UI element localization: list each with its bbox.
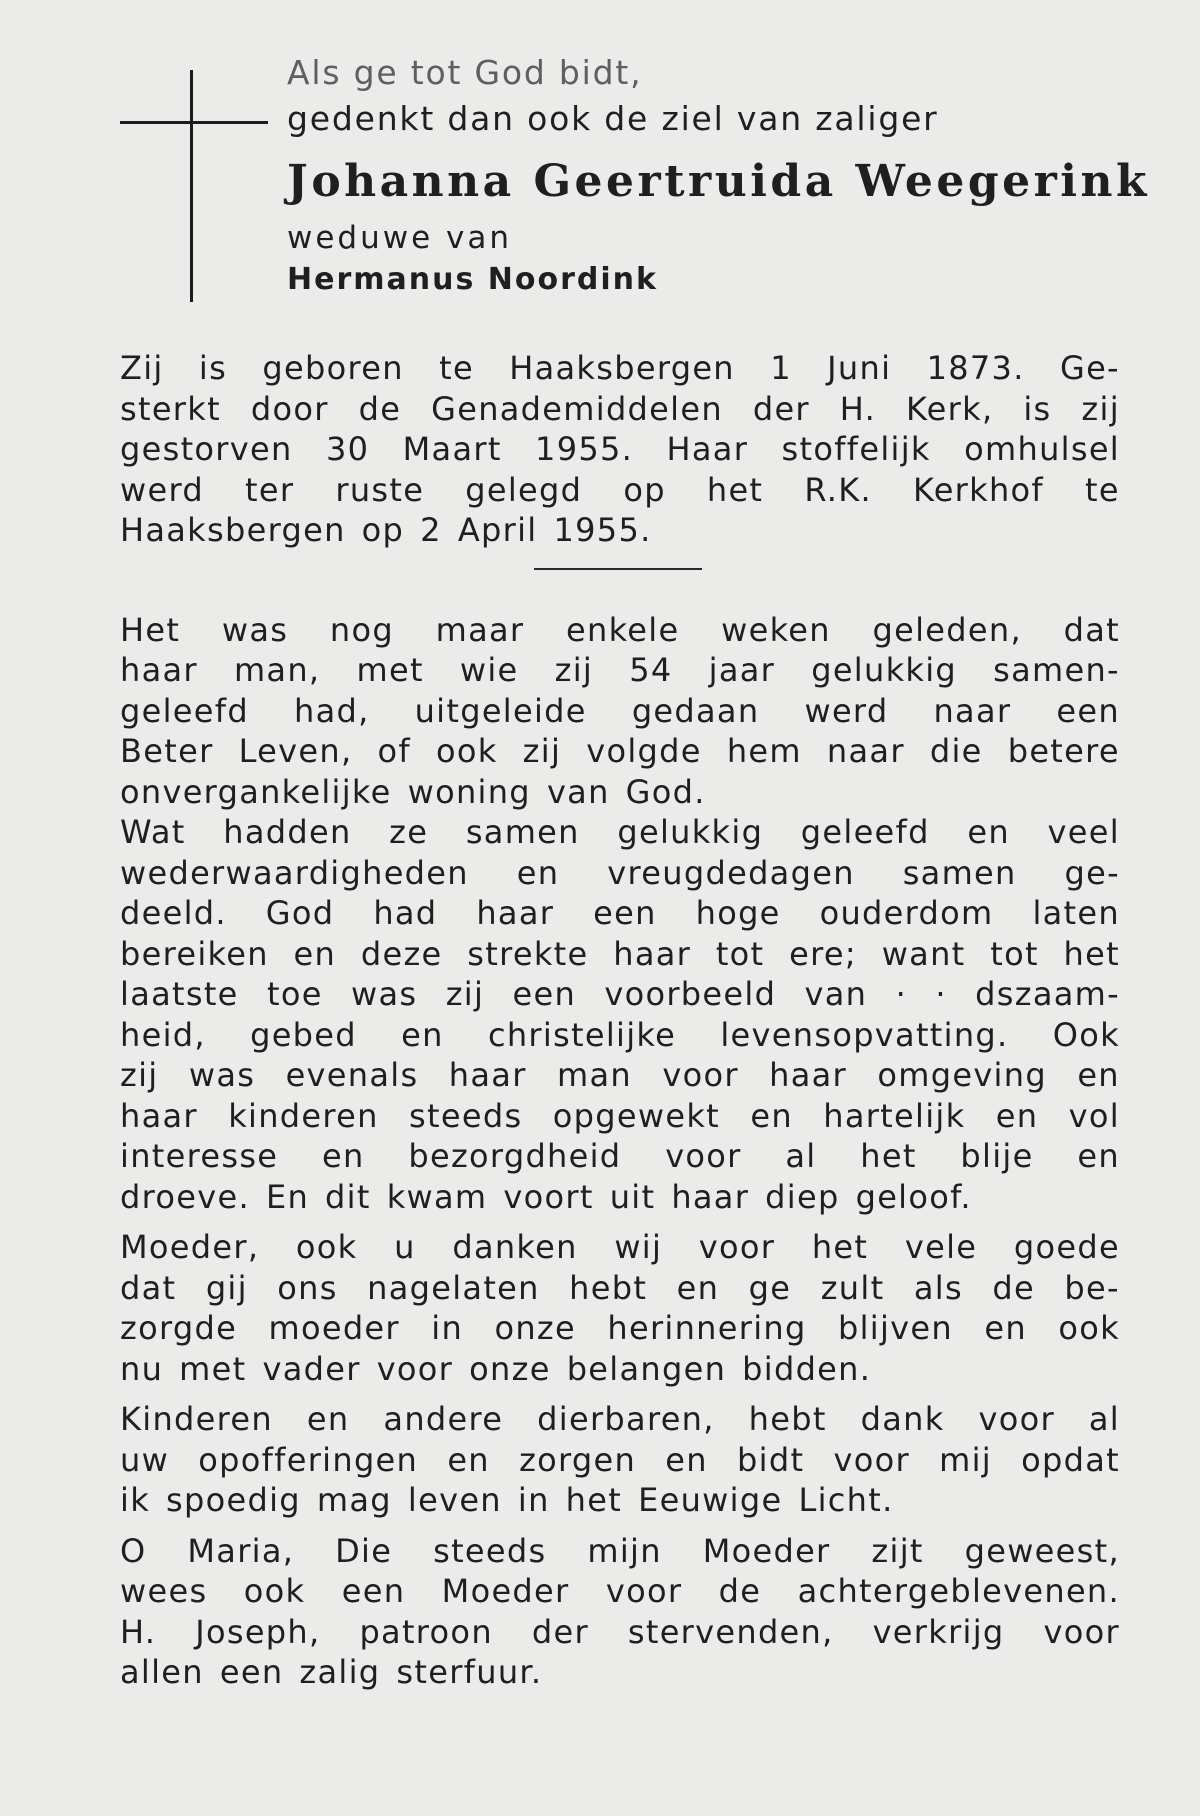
word: verkrijg (872, 1612, 1005, 1651)
word: steeds (433, 1531, 547, 1570)
word: Die (335, 1531, 393, 1570)
word: en (516, 853, 560, 892)
word: toe (266, 975, 323, 1013)
word: 30 (325, 430, 370, 468)
word: een (1056, 691, 1120, 730)
cross-bar (120, 121, 268, 124)
paragraph (120, 1399, 1120, 1521)
word: omhulsel (964, 430, 1120, 468)
word: gebed (250, 1015, 357, 1054)
word: en (1077, 1137, 1120, 1175)
word: 1955. (553, 511, 652, 549)
word: wie (459, 651, 519, 689)
word: de (358, 389, 402, 428)
word: ook (436, 732, 498, 770)
word: dat (1063, 610, 1120, 649)
word: volgde (586, 732, 702, 770)
paragraph (120, 1531, 1120, 1693)
word: ook (1058, 1309, 1120, 1347)
text-line (120, 1349, 1120, 1390)
word: enkele (566, 610, 680, 649)
word: voor (662, 1056, 739, 1094)
word: hebt (748, 1400, 827, 1438)
card-header (287, 50, 1150, 300)
word: 2 (420, 511, 442, 549)
word: en (967, 813, 1010, 851)
text-line (120, 731, 1120, 772)
word: in (431, 1309, 464, 1347)
word: geleefd (800, 813, 930, 851)
word: nog (329, 610, 394, 649)
word: 1955. (535, 430, 634, 468)
word: geboren (262, 349, 404, 387)
widow-label: weduwe van (287, 220, 513, 256)
word: ere; (789, 934, 857, 973)
word: Moeder, (120, 1228, 260, 1266)
word: samen (465, 813, 580, 851)
word: droeve. (120, 1177, 250, 1216)
word: God (265, 894, 335, 932)
word: levensopvatting. (720, 1015, 1009, 1054)
word: nagelaten (367, 1268, 540, 1307)
word: Het (120, 610, 181, 649)
word: het (811, 1228, 869, 1266)
word: naar (933, 691, 1012, 730)
word: en (984, 1309, 1027, 1347)
word: · (895, 975, 908, 1013)
word: en (676, 1268, 720, 1307)
word: stervenden, (627, 1612, 834, 1651)
word: en (995, 1096, 1039, 1135)
word: voor (605, 1572, 683, 1610)
word: mijn (587, 1531, 662, 1570)
word: te (439, 349, 474, 387)
word: is (1023, 389, 1052, 428)
word: Juni (827, 349, 892, 387)
word: mij (939, 1440, 992, 1479)
word: een (341, 1572, 406, 1610)
word: Leven, (238, 732, 353, 770)
word: ouderdom (819, 894, 994, 932)
husband-name: Hermanus Noordink (287, 262, 658, 297)
word: ge- (1064, 853, 1120, 892)
word: van (546, 772, 610, 811)
word: werd (804, 691, 889, 730)
word: uit (609, 1177, 656, 1216)
word: haar (476, 894, 555, 932)
word: ruste (335, 470, 425, 509)
word: diep (765, 1177, 840, 1216)
text-line (120, 1480, 1120, 1521)
word: of (377, 732, 411, 770)
word: en (750, 1096, 793, 1135)
word: in (517, 1481, 550, 1519)
word: En (265, 1177, 310, 1216)
word: wees (120, 1572, 208, 1610)
word: vreugdedagen (607, 853, 855, 892)
paragraph (120, 610, 1120, 813)
text-line (120, 691, 1120, 732)
word: haar (769, 1056, 848, 1094)
word: was (188, 1056, 256, 1094)
word: andere (383, 1400, 504, 1438)
text-line (120, 893, 1120, 934)
word: geweest, (964, 1531, 1120, 1570)
word: Moeder (441, 1572, 570, 1610)
text-line (120, 1308, 1120, 1349)
word: bezorgdheid (408, 1137, 622, 1175)
word: strekte (467, 934, 589, 973)
word: door (250, 389, 329, 428)
word: Haar (666, 430, 749, 468)
word: Haaksbergen (509, 349, 735, 387)
word: is (198, 349, 228, 387)
word: ons (277, 1268, 338, 1307)
word: H. (120, 1612, 157, 1651)
word: danken (452, 1228, 578, 1266)
text-line (120, 1136, 1120, 1177)
word: Beter (120, 732, 214, 770)
word: leven (407, 1481, 502, 1519)
word: en (401, 1015, 444, 1054)
word: bereiken (120, 934, 269, 973)
word: zorgen (519, 1440, 637, 1479)
word: met (356, 651, 424, 689)
word: voor (978, 1400, 1055, 1438)
word: sterfuur. (396, 1653, 543, 1691)
word: dierbaren, (537, 1400, 715, 1438)
word: evenals (285, 1056, 419, 1094)
word: wederwaardigheden (120, 853, 469, 892)
text-line (120, 1612, 1120, 1653)
text-line (120, 510, 1120, 551)
word: was (351, 975, 418, 1013)
word: haar (613, 934, 692, 973)
word: Maart (402, 430, 502, 468)
word: ik (120, 1481, 151, 1519)
word: voor (1043, 1612, 1120, 1651)
word: hem (726, 732, 802, 770)
text-line (120, 1177, 1120, 1218)
word: voorbeeld (604, 975, 777, 1013)
text-line (120, 1531, 1120, 1572)
word: en (306, 1400, 350, 1438)
text-line (120, 1652, 1120, 1693)
text-line (120, 772, 1120, 813)
text-line (120, 974, 1120, 1015)
word: hadden (223, 813, 352, 851)
word: naar (826, 732, 905, 770)
word: ook (295, 1228, 358, 1266)
word: haar (120, 651, 198, 689)
word: voor (698, 1228, 776, 1266)
word: uw (120, 1440, 170, 1479)
word: zalig (299, 1653, 381, 1691)
word: en (1077, 1056, 1120, 1094)
word: laatste (120, 975, 239, 1013)
paragraph (120, 812, 1120, 1217)
word: voor (665, 1137, 742, 1175)
word: nu (120, 1349, 164, 1388)
word: Maria, (187, 1531, 295, 1570)
word: vader (262, 1349, 361, 1388)
word: blije (960, 1137, 1034, 1175)
word: zijt (871, 1531, 924, 1570)
word: bidden. (742, 1349, 872, 1388)
word: Kerkhof (913, 470, 1044, 509)
word: een (219, 1653, 284, 1691)
word: tot (715, 934, 765, 973)
word: zij (1081, 389, 1120, 428)
word: moeder (268, 1309, 400, 1347)
word: geleden, (872, 610, 1022, 649)
word: al (1088, 1400, 1120, 1438)
word: onze (494, 1309, 576, 1347)
word: man (557, 1056, 632, 1094)
word: woning (407, 772, 531, 811)
cross-icon (190, 70, 193, 302)
word: dank (860, 1400, 945, 1438)
word: ze (389, 813, 429, 851)
word: haar (448, 1056, 527, 1094)
word: weken (721, 610, 831, 649)
word: de (718, 1572, 762, 1610)
word: het (565, 1481, 623, 1519)
word: gij (205, 1268, 248, 1307)
word: het (706, 470, 764, 509)
word: zij (554, 651, 594, 689)
word: voor (376, 1349, 454, 1388)
text-line (120, 812, 1120, 853)
word: was (221, 610, 289, 649)
text-line (120, 610, 1120, 651)
word: zult (820, 1268, 885, 1307)
word: kinderen (228, 1096, 379, 1135)
text-line (120, 1227, 1120, 1268)
word: haar (120, 1096, 198, 1135)
word: achtergeblevenen. (797, 1572, 1120, 1610)
word: R.K. (804, 470, 872, 509)
text-line (120, 1055, 1120, 1096)
word: Wat (120, 813, 186, 851)
word: zij (445, 975, 485, 1013)
word: christelijke (487, 1015, 677, 1054)
word: deze (360, 934, 443, 973)
word: stoffelijk (781, 430, 931, 468)
word: Genademiddelen (431, 389, 723, 428)
word: al (785, 1137, 817, 1175)
word: de (992, 1268, 1035, 1307)
word: tot (990, 934, 1039, 973)
word: dszaam- (975, 975, 1120, 1013)
word: 54 (629, 651, 673, 689)
word: Moeder (702, 1531, 831, 1570)
word: op (361, 511, 405, 549)
text-line (120, 1399, 1120, 1440)
word: hebt (569, 1268, 648, 1307)
word: gelukkig (617, 813, 764, 851)
word: en (665, 1440, 708, 1479)
word: betere (1007, 732, 1120, 770)
word: te (1085, 470, 1120, 509)
word: had, (293, 691, 370, 730)
word: gedaan (631, 691, 760, 730)
word: God. (625, 772, 706, 811)
word: belangen (566, 1349, 727, 1388)
word: O (120, 1531, 147, 1570)
word: vele (904, 1228, 978, 1266)
text-line (120, 1096, 1120, 1137)
word: onvergankelijke (120, 772, 392, 811)
word: 1873. (926, 349, 1025, 387)
word: ge (748, 1268, 792, 1307)
card-body (120, 348, 1120, 1693)
word: Haaksbergen (120, 511, 346, 549)
word: kwam (386, 1177, 488, 1216)
text-line (120, 348, 1120, 389)
word: be- (1064, 1268, 1120, 1307)
word: April (457, 511, 538, 549)
word: die (929, 732, 983, 770)
word: en (293, 934, 337, 973)
word: voort (503, 1177, 594, 1216)
word: op (623, 470, 666, 509)
word: opdat (1021, 1440, 1120, 1479)
text-line (120, 1571, 1120, 1612)
word: sterkt (120, 389, 221, 428)
deceased-name: Johanna Geertruida Weegerink (287, 156, 1150, 207)
word: Kinderen (120, 1400, 273, 1438)
word: het (860, 1137, 917, 1175)
word: laten (1032, 894, 1120, 932)
text-line (120, 1268, 1120, 1309)
word: samen- (993, 651, 1120, 689)
word: spoedig (166, 1481, 301, 1519)
word: zorgde (120, 1309, 238, 1347)
word: uitgeleide (414, 691, 587, 730)
text-line (120, 429, 1120, 470)
word: Kerk, (905, 389, 994, 428)
paragraph (120, 348, 1120, 551)
word: hartelijk (823, 1096, 966, 1135)
text-line (120, 1440, 1120, 1481)
word: jaar (708, 651, 776, 689)
word: Ook (1052, 1015, 1120, 1054)
word: Eeuwige (638, 1481, 783, 1519)
word: had (373, 894, 438, 932)
word: en (447, 1440, 490, 1479)
intro-line-1: Als ge tot God bidt, (287, 53, 643, 92)
word: patroon (359, 1612, 493, 1651)
word: u (394, 1228, 416, 1266)
word: dat (120, 1268, 177, 1307)
word: onze (469, 1349, 551, 1388)
word: bidt (737, 1440, 805, 1479)
word: geleefd (120, 691, 249, 730)
word: man, (233, 651, 321, 689)
word: wij (614, 1228, 663, 1266)
word: Ge- (1059, 349, 1120, 387)
word: Licht. (798, 1481, 894, 1519)
paragraph (120, 1227, 1120, 1389)
word: heid, (120, 1015, 206, 1054)
word: het (1063, 934, 1120, 973)
word: Joseph, (195, 1612, 321, 1651)
text-line (120, 1015, 1120, 1056)
word: allen (120, 1653, 204, 1691)
word: een (593, 894, 657, 932)
word: hoge (695, 894, 781, 932)
word: mag (316, 1481, 392, 1519)
word: als (913, 1268, 963, 1307)
text-line (120, 470, 1120, 511)
word: · (935, 975, 947, 1013)
word: opofferingen (198, 1440, 419, 1479)
word: gelukkig (811, 651, 958, 689)
word: maar (435, 610, 525, 649)
word: en (322, 1137, 365, 1175)
word: goede (1013, 1228, 1120, 1266)
word: ook (243, 1572, 306, 1610)
word: deeld. (120, 894, 227, 932)
word: omgeving (877, 1056, 1047, 1094)
word: geloof. (855, 1177, 972, 1216)
word: zij (120, 1056, 159, 1094)
word: veel (1047, 813, 1120, 851)
word: werd (120, 470, 204, 509)
word: dit (325, 1177, 371, 1216)
text-line (120, 389, 1120, 430)
word: voor (833, 1440, 910, 1479)
word: interesse (120, 1137, 279, 1175)
word: want (881, 934, 966, 973)
word: vol (1068, 1096, 1120, 1135)
word: H. (839, 389, 877, 428)
word: ter (245, 470, 295, 509)
word: haar (671, 1177, 750, 1216)
word: Zij (120, 349, 164, 387)
word: steeds (409, 1096, 523, 1135)
word: zij (522, 732, 562, 770)
word: een (512, 975, 577, 1013)
intro-line-2: gedenkt dan ook de ziel van zaliger (287, 99, 939, 138)
word: der (752, 389, 810, 428)
word: samen (902, 853, 1017, 892)
word: blijven (838, 1309, 953, 1347)
word: van (804, 975, 868, 1013)
word: met (179, 1349, 247, 1388)
text-line (120, 650, 1120, 691)
word: opgewekt (552, 1096, 720, 1135)
word: gestorven (120, 430, 293, 468)
word: gelegd (465, 470, 583, 509)
text-line (120, 853, 1120, 894)
word: der (531, 1612, 589, 1651)
word: 1 (770, 349, 792, 387)
word: herinnering (607, 1309, 807, 1347)
text-line (120, 934, 1120, 975)
